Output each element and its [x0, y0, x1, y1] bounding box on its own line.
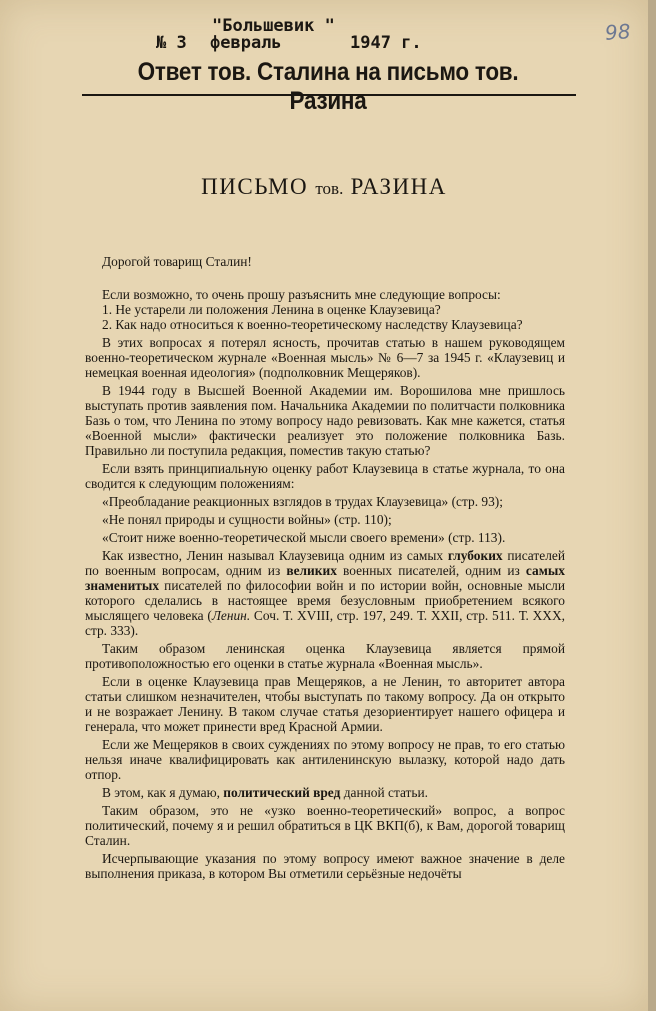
text-run: писателей по философии войн и по истории войн, основные мысли которого сделались в настоящее время безусловным приобретением всякого мыслящего человека ( — [85, 578, 565, 623]
letter-title-middle: тов. — [315, 179, 344, 198]
letter-body — [85, 254, 565, 884]
letter-title-name: РАЗИНА — [350, 174, 447, 199]
paragraph: «Не понял природы и сущности войны» (стр. 110); — [102, 512, 392, 527]
citation-author: Ленин. — [211, 608, 251, 623]
headline-rule — [82, 94, 576, 96]
headline: Ответ тов. Сталина на письмо тов. Разина — [137, 58, 519, 115]
emphasis-text: глубоких — [447, 548, 503, 563]
issue-number: № 3 — [156, 33, 187, 53]
journal-name: "Большевик " — [212, 16, 335, 36]
paragraph: В этих вопросах я потерял ясность, прочитав статью в нашем руководящем военно-теоретическом журнале «Военная мысль» № 6—7 за 1945 г. «Клаузевиц и немецкая военная идеология» (подполковник Мещеряков). — [85, 335, 565, 380]
archive-page-number: 98 — [603, 19, 631, 45]
paragraph: Если взять принципиальную оценку работ Клаузевица в статье журнала, то она сводится к следующим положениям: — [85, 461, 565, 491]
letter-title-prefix: ПИСЬМО — [201, 174, 309, 199]
paragraph: «Стоит ниже военно-теоретической мысли своего времени» (стр. 113). — [102, 530, 506, 545]
paragraph: 2. Как надо относиться к военно-теоретическому наследству Клаузевица? — [102, 317, 523, 332]
salutation: Дорогой товарищ Сталин! — [102, 254, 252, 269]
paragraph-lenin-quote — [85, 548, 565, 638]
text-run: военных писателей, одним из — [336, 563, 526, 578]
issue-month: февраль — [210, 33, 282, 53]
paragraph: «Преобладание реакционных взглядов в трудах Клаузевица» (стр. 93); — [102, 494, 503, 509]
text-run: В этом, как я думаю, — [102, 785, 224, 800]
paragraph: Исчерпывающие указания по этому вопросу имеют важное значение в деле выполнения приказа, в котором Вы отметили серьёзные недочёты — [85, 851, 565, 881]
emphasis-text: политический вред — [223, 785, 341, 800]
text-run: данной статьи. — [340, 785, 429, 800]
emphasis-text: самых знаменитых — [85, 563, 565, 593]
paragraph — [85, 785, 565, 800]
text-run: Соч. Т. XVIII, стр. 197, 249. Т. XXII, стр. 511. Т. XXX, стр. 333). — [85, 608, 565, 638]
emphasis-text: великих — [286, 563, 337, 578]
text-run: Как известно, Ленин называл Клаузевица одним из самых — [102, 548, 448, 563]
paragraph: Если в оценке Клаузевица прав Мещеряков, а не Ленин, то авторитет автора статьи слишком незначителен, чтобы выступать по такому вопросу. Да он открыто и не возражает Ленину. В таком случае статья дезориентирует нашего офицера и генерала, что может принести вред Красной Армии. — [85, 674, 565, 734]
text-run: писателей по военным вопросам, одним из — [85, 548, 565, 578]
paragraph: 1. Не устарели ли положения Ленина в оценке Клаузевица? — [102, 302, 441, 317]
paragraph: Если же Мещеряков в своих суждениях по этому вопросу не прав, то его статью нельзя иначе квалифицировать как антиленинскую вылазку, которой надо дать отпор. — [85, 737, 565, 782]
issue-year: 1947 г. — [350, 33, 422, 53]
paragraph: В 1944 году в Высшей Военной Академии им. Ворошилова мне пришлось выступать против заявления пом. Начальника Академии по политчасти полковника Базь о том, что Ленина по этому вопросу надо ревизовать. Как мне кажется, статья «Военной мысли» фактически реализует это положение полковника Базь. Правильно ли поступила редакция, поместив такую статью? — [85, 383, 565, 458]
paragraph: Таким образом ленинская оценка Клаузевица является прямой противоположностью его оценки в статье журнала «Военная мысль». — [85, 641, 565, 671]
letter-title — [0, 174, 648, 200]
paragraph: Таким образом, это не «узко военно-теоретический» вопрос, а вопрос политический, почему я и решил обратиться в ЦК ВКП(б), к Вам, дорогой товарищ Сталин. — [85, 803, 565, 848]
paragraph: Если возможно, то очень прошу разъяснить мне следующие вопросы: — [102, 287, 501, 302]
